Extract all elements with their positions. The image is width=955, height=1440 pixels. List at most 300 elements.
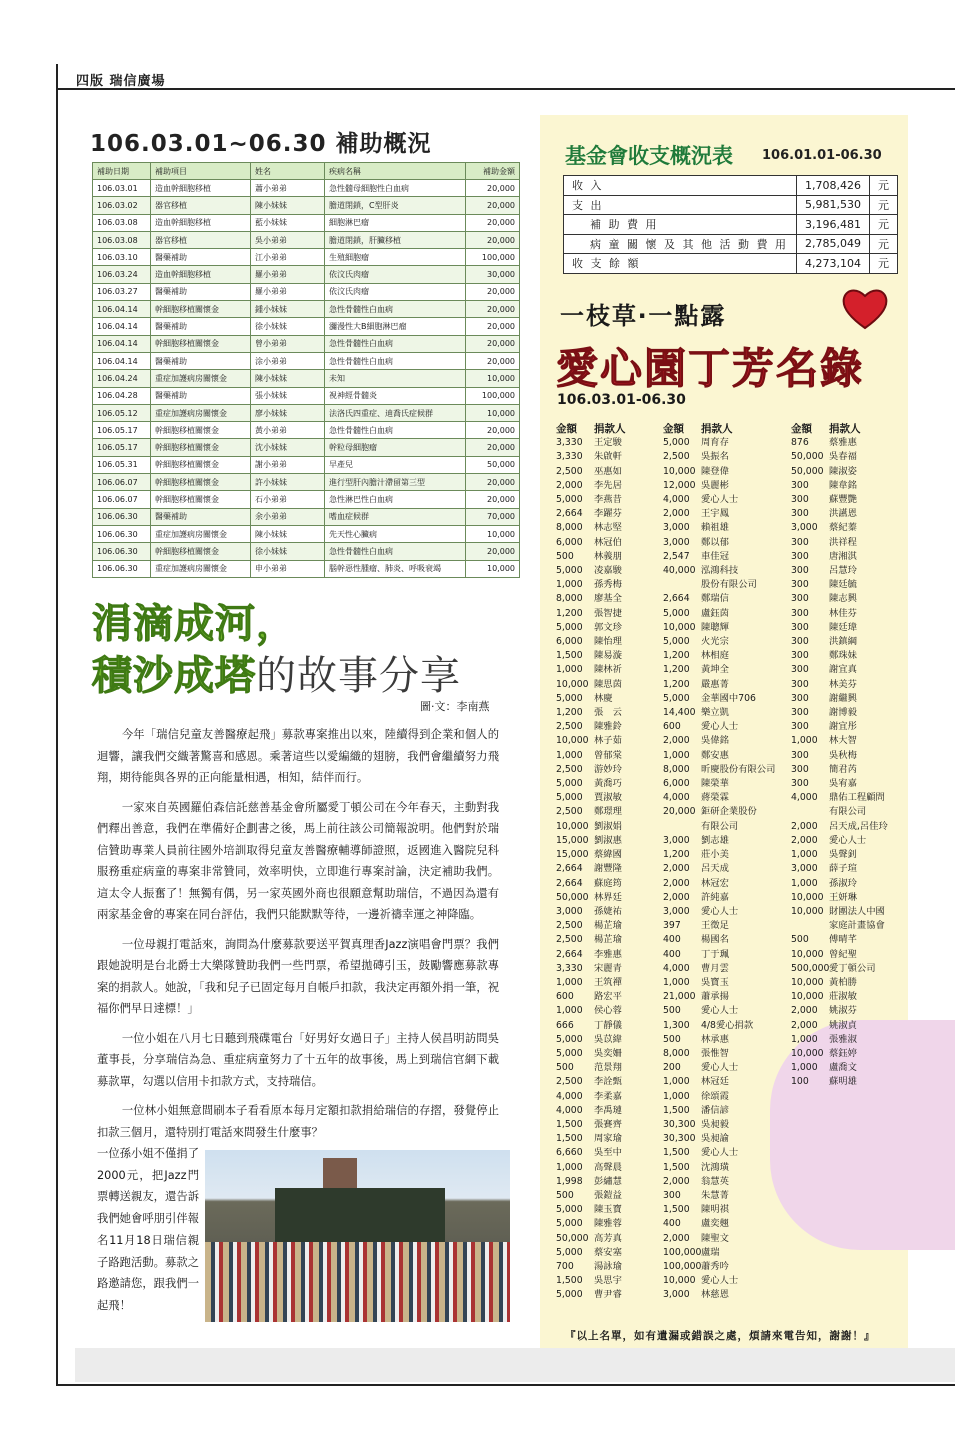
donor-name: 吳麗彬 xyxy=(701,479,729,491)
donor-row xyxy=(556,749,676,763)
donor-amount: 300 xyxy=(791,692,809,704)
row-date: 106.03.02 xyxy=(93,197,151,214)
donor-name: 陳易漩 xyxy=(594,650,622,662)
donor-row xyxy=(556,1019,676,1033)
donor-row xyxy=(663,1274,783,1288)
donor-name: 劉淑惠 xyxy=(594,834,622,846)
donor-name: 郭文珍 xyxy=(594,621,622,633)
donor-amount: 300 xyxy=(791,763,809,775)
donor-row xyxy=(663,465,783,479)
row-disease: 法洛氏四重症、迪喬氏症候群 xyxy=(325,404,466,421)
donor-row xyxy=(791,990,911,1004)
donor-amount: 100,000 xyxy=(663,1246,702,1258)
donor-amount: 500 xyxy=(791,934,809,946)
donor-name: 謝博毅 xyxy=(829,707,857,719)
donor-amount: 397 xyxy=(663,920,681,932)
row-disease: 未知 xyxy=(325,370,466,387)
row-amount: 30,000 xyxy=(466,266,520,283)
subsidy-row xyxy=(93,180,520,197)
row-name: 蕭小弟弟 xyxy=(251,180,325,197)
story-paragraph: 一家來自英國羅伯森信託慈善基金會所屬愛丁頓公司在今年春天，主動對我們釋出善意，我們在準備好企劃書之後，馬上前往該公司簡報說明。他們對於瑞信贊助專業人員前往國外培訓取得兒童友善醫療輔導師證照，返國進入醫院兒科服務重症病童的專案非常贊同，效率明快，立即進行專案討論，決定補助我們。這太令人振奮了！無獨有偶，另一家英國外商也很願意幫助瑞信，不過因為還有兩家基金會的專案在同台評估，我們只能默默等待，一邊祈禱幸運之神降臨。 xyxy=(97,800,499,921)
donor-name: 宋麗青 xyxy=(594,962,622,974)
donor-amount: 2,000 xyxy=(791,820,818,832)
fund-row xyxy=(564,234,898,254)
donor-name: 愛心人士 xyxy=(701,1005,739,1017)
donor-amount: 500 xyxy=(663,1033,681,1045)
donor-name: 謝宜彤 xyxy=(829,721,857,733)
donor-amount: 1,000 xyxy=(556,1005,583,1017)
donor-name: 鉅研企業股份 xyxy=(701,806,757,818)
donor-name: 黃坤全 xyxy=(701,664,729,676)
row-date: 106.04.14 xyxy=(93,318,151,335)
donor-row xyxy=(556,862,676,876)
donor-row xyxy=(556,805,676,819)
donor-amount: 1,500 xyxy=(663,1204,690,1216)
donor-name: 鄭以郁 xyxy=(701,536,729,548)
donor-amount: 1,200 xyxy=(663,849,690,861)
donor-name: 劉志雄 xyxy=(701,834,729,846)
donor-amount: 300 xyxy=(791,678,809,690)
donor-row xyxy=(663,550,783,564)
donor-amount: 10,000 xyxy=(663,621,696,633)
row-amount: 10,000 xyxy=(466,560,520,577)
row-amount: 20,000 xyxy=(466,422,520,439)
donor-row xyxy=(663,521,783,535)
donor-amount: 4,000 xyxy=(556,1104,583,1116)
donor-row xyxy=(791,891,911,905)
row-date: 106.06.07 xyxy=(93,474,151,491)
donor-name: 陳明祺 xyxy=(701,1204,729,1216)
donor-name: 洪鎮綱 xyxy=(829,636,857,648)
donor-name: 賴祖雄 xyxy=(701,522,729,534)
donor-row xyxy=(556,877,676,891)
donor-row xyxy=(791,1075,911,1089)
donor-name: 蘇明雄 xyxy=(829,1076,857,1088)
donor-row xyxy=(791,663,911,677)
donor-amount: 2,000 xyxy=(663,1175,690,1187)
donor-row xyxy=(663,1288,783,1302)
row-item: 幹細胞移植關懷金 xyxy=(151,474,251,491)
donor-amount: 1,500 xyxy=(663,1147,690,1159)
donor-amount: 30,300 xyxy=(663,1118,696,1130)
donor-amount: 1,500 xyxy=(556,1118,583,1130)
row-date: 106.04.24 xyxy=(93,370,151,387)
donor-header-amount: 金額 xyxy=(663,423,684,435)
donor-row xyxy=(791,1061,911,1075)
donor-name: 陳思茵 xyxy=(594,678,622,690)
donor-amount: 5,000 xyxy=(556,778,583,790)
donor-name: 蔡緯國 xyxy=(594,849,622,861)
story-paragraph: 一位母親打電話來，詢問為什麼募款要送平賀真理香Jazz演唱會門票？我們跟她說明是台北爵士大樂隊贊助我們一些門票，希望拋磚引玉，鼓勵響應募款專案的捐款人。她說，「我和兒子已固定每月自帳戶扣款，我決定再額外捐一筆，祝福你們早日達標！」 xyxy=(97,937,499,1015)
donor-amount: 1,200 xyxy=(663,678,690,690)
donor-row xyxy=(663,1104,783,1118)
donor-row xyxy=(556,1288,676,1302)
donor-amount: 5,000 xyxy=(556,621,583,633)
donor-amount: 300 xyxy=(791,621,809,633)
donor-amount: 4,000 xyxy=(663,792,690,804)
row-name: 羅小弟弟 xyxy=(251,266,325,283)
donor-name: 游妙玲 xyxy=(594,763,622,775)
donor-name: 吳昶諭 xyxy=(701,1133,729,1145)
donor-name: 呂天成,呂佳玲 xyxy=(829,820,888,832)
donor-row xyxy=(556,607,676,621)
donor-name: 巫惠如 xyxy=(594,465,622,477)
donor-row xyxy=(663,507,783,521)
row-item: 造血幹細胞移植 xyxy=(151,180,251,197)
donor-amount: 1,000 xyxy=(556,1161,583,1173)
donor-row xyxy=(663,933,783,947)
donor-amount: 5,000 xyxy=(556,1289,583,1301)
donor-row xyxy=(663,763,783,777)
donor-row xyxy=(556,663,676,677)
row-name: 申小弟弟 xyxy=(251,560,325,577)
row-disease: 視神經骨髓炎 xyxy=(325,387,466,404)
donor-name: 陳玉寶 xyxy=(594,1204,622,1216)
donor-row xyxy=(663,820,783,834)
donor-row xyxy=(663,692,783,706)
donor-amount: 30,300 xyxy=(663,1133,696,1145)
donor-name: 侯心蓉 xyxy=(594,1005,622,1017)
row-item: 重症加護病房關懷金 xyxy=(151,560,251,577)
donor-amount: 3,000 xyxy=(663,905,690,917)
donor-row xyxy=(556,521,676,535)
donor-row xyxy=(791,905,911,919)
donor-amount: 1,000 xyxy=(663,749,690,761)
donor-row xyxy=(556,1004,676,1018)
donor-amount: 8,000 xyxy=(556,593,583,605)
donor-amount: 200 xyxy=(663,1062,681,1074)
donor-amount: 2,000 xyxy=(791,1019,818,1031)
subsidy-row xyxy=(93,404,520,421)
row-date: 106.03.24 xyxy=(93,266,151,283)
fund-value: 2,785,049 xyxy=(796,234,869,254)
donor-name: 王定駿 xyxy=(594,437,622,449)
donor-name: 李先居 xyxy=(594,479,622,491)
subsidy-row xyxy=(93,335,520,352)
donor-amount: 2,000 xyxy=(663,735,690,747)
donor-header xyxy=(556,422,676,436)
donor-row xyxy=(663,493,783,507)
row-disease: 細胞淋巴瘤 xyxy=(325,214,466,231)
row-amount: 10,000 xyxy=(466,525,520,542)
donor-name: 呂天成 xyxy=(701,863,729,875)
donor-row xyxy=(556,1047,676,1061)
donor-amount: 3,000 xyxy=(556,905,583,917)
donor-amount: 1,500 xyxy=(556,1275,583,1287)
donor-name: 蘇豐艷 xyxy=(829,494,857,506)
subsidy-row xyxy=(93,214,520,231)
donor-amount: 300 xyxy=(791,749,809,761)
donor-row xyxy=(791,678,911,692)
row-disease: 幹粒母細胞瘤 xyxy=(325,439,466,456)
col-amount: 補助金額 xyxy=(466,163,520,180)
row-name: 陳小妹妹 xyxy=(251,370,325,387)
donor-header-amount: 金額 xyxy=(791,423,812,435)
donor-row xyxy=(663,990,783,1004)
donor-row xyxy=(556,720,676,734)
donor-row xyxy=(663,891,783,905)
donor-row xyxy=(791,848,911,862)
donor-amount: 2,500 xyxy=(556,934,583,946)
donor-header-name: 捐款人 xyxy=(829,423,861,435)
donor-row xyxy=(556,763,676,777)
donor-amount: 2,500 xyxy=(663,451,690,463)
donor-amount: 300 xyxy=(791,579,809,591)
row-item: 造血幹細胞移植 xyxy=(151,266,251,283)
donor-row xyxy=(556,1146,676,1160)
donor-amount: 3,000 xyxy=(663,536,690,548)
donor-row xyxy=(663,1033,783,1047)
donor-amount: 10,000 xyxy=(791,976,824,988)
donor-amount: 1,000 xyxy=(556,579,583,591)
row-amount: 50,000 xyxy=(466,456,520,473)
donor-name: 家庭計畫協會 xyxy=(829,920,885,932)
donor-name: 林志堅 xyxy=(594,522,622,534)
donor-amount: 15,000 xyxy=(556,849,589,861)
donor-row xyxy=(791,976,911,990)
donor-name: 王宇鳳 xyxy=(701,508,729,520)
donor-amount: 300 xyxy=(791,550,809,562)
donor-amount: 2,664 xyxy=(556,863,583,875)
row-amount: 20,000 xyxy=(466,283,520,300)
donor-name: 李詮甄 xyxy=(594,1076,622,1088)
donor-name: 愛心人士 xyxy=(701,905,739,917)
row-name: 黃小弟弟 xyxy=(251,422,325,439)
donor-amount: 50,000 xyxy=(791,451,824,463)
row-name: 藍小妹妹 xyxy=(251,214,325,231)
donor-row xyxy=(556,1217,676,1231)
donor-amount: 3,000 xyxy=(791,863,818,875)
fund-value: 3,196,481 xyxy=(796,215,869,235)
photo-crowd xyxy=(205,1242,510,1322)
donor-row xyxy=(791,919,911,933)
donor-row xyxy=(556,450,676,464)
donor-row xyxy=(663,1203,783,1217)
fund-label: 病 童 關 懷 及 其 他 活 動 費 用 xyxy=(564,234,797,254)
honor-subtitle: 一枝草‧一點露 xyxy=(560,302,727,330)
donor-amount: 876 xyxy=(791,437,809,449)
donor-row xyxy=(556,1232,676,1246)
donor-name: 吳苡緯 xyxy=(594,1033,622,1045)
donor-name: 王徵足 xyxy=(701,920,729,932)
donor-name: 蕭秀吟 xyxy=(701,1260,729,1272)
donor-name: 許純嘉 xyxy=(701,891,729,903)
col-disease: 疾病名稱 xyxy=(325,163,466,180)
donor-amount: 300 xyxy=(791,565,809,577)
row-date: 106.03.01 xyxy=(93,180,151,197)
donor-amount xyxy=(663,820,701,834)
donor-name: 陳廷毓 xyxy=(829,579,857,591)
donor-row xyxy=(663,1090,783,1104)
row-date: 106.06.30 xyxy=(93,525,151,542)
donor-name: 吳振名 xyxy=(701,451,729,463)
donor-row xyxy=(791,962,911,976)
donor-name: 陳雅鈴 xyxy=(594,721,622,733)
group-photo xyxy=(205,1150,510,1322)
subsidy-row xyxy=(93,474,520,491)
donor-row xyxy=(556,649,676,663)
row-name: 許小妹妹 xyxy=(251,474,325,491)
donor-amount: 40,000 xyxy=(663,565,696,577)
donor-name: 周家瑜 xyxy=(594,1133,622,1145)
donor-row xyxy=(556,564,676,578)
donor-name: 蔡紀蓁 xyxy=(829,522,857,534)
donor-name: 張雅淑 xyxy=(829,1033,857,1045)
donor-name: 愛心人士 xyxy=(701,494,739,506)
donor-name: 鄭安惠 xyxy=(701,749,729,761)
donor-name: 李燕昔 xyxy=(594,494,622,506)
donor-amount: 5,000 xyxy=(663,607,690,619)
donor-amount: 400 xyxy=(663,948,681,960)
donor-amount: 3,000 xyxy=(663,1289,690,1301)
donor-row xyxy=(556,1161,676,1175)
donor-name: 陳志興 xyxy=(829,593,857,605)
donor-amount: 1,200 xyxy=(663,650,690,662)
donor-amount: 300 xyxy=(791,607,809,619)
donor-name: 賈淑敏 xyxy=(594,792,622,804)
donor-row xyxy=(556,692,676,706)
donor-row xyxy=(791,1033,911,1047)
donor-row xyxy=(556,1118,676,1132)
donor-row xyxy=(791,564,911,578)
story-paragraph: 一位林小姐無意間刷本子看看原本每月定額扣款捐給瑞信的存摺，發覺停止扣款三個月，還特別打電話來問發生什麼事？ xyxy=(97,1104,499,1139)
subsidy-table xyxy=(92,162,520,578)
donor-amount: 700 xyxy=(556,1260,574,1272)
donor-name: 張 云 xyxy=(594,707,622,719)
row-amount: 10,000 xyxy=(466,370,520,387)
donor-name: 洪祥程 xyxy=(829,536,857,548)
story-title xyxy=(92,598,461,702)
donor-name: 蘇庭筠 xyxy=(594,877,622,889)
donor-name: 昕慶股份有限公司 xyxy=(701,763,776,775)
donor-name: 薛子瑄 xyxy=(829,863,857,875)
donor-name: 林承惠 xyxy=(701,1033,729,1045)
donor-row xyxy=(556,933,676,947)
row-date: 106.05.17 xyxy=(93,422,151,439)
row-name: 廖小妹妹 xyxy=(251,404,325,421)
donor-row xyxy=(556,493,676,507)
donor-amount: 3,000 xyxy=(663,522,690,534)
fund-label: 收 支 餘 額 xyxy=(564,254,797,274)
subsidy-row xyxy=(93,439,520,456)
fund-row xyxy=(564,176,898,196)
donor-amount: 2,664 xyxy=(556,508,583,520)
donor-row xyxy=(791,805,911,819)
donor-name: 路宏平 xyxy=(594,991,622,1003)
donor-amount: 10,000 xyxy=(663,1275,696,1287)
row-date: 106.04.14 xyxy=(93,352,151,369)
donor-row xyxy=(556,1132,676,1146)
donor-amount: 1,000 xyxy=(791,1062,818,1074)
fund-unit: 元 xyxy=(869,215,897,235)
donor-amount xyxy=(791,805,829,819)
story-paragraph: 今年「瑞信兒童友善醫療起飛」募款專案推出以來，陸續得到企業和個人的迴響，讓我們交織著驚喜和感恩。乘著這些以愛編織的翅膀，我們會繼續努力飛翔，期待能與各界的正向能量相遇，相知，結伴而行。 xyxy=(97,728,499,784)
donor-amount: 2,000 xyxy=(663,863,690,875)
donor-row xyxy=(556,820,676,834)
donor-amount: 300 xyxy=(791,650,809,662)
donor-name: 林界廷 xyxy=(594,891,622,903)
donor-amount: 3,000 xyxy=(791,522,818,534)
donor-name: 蔡安塞 xyxy=(594,1246,622,1258)
donor-row xyxy=(663,1161,783,1175)
donor-amount: 1,000 xyxy=(556,976,583,988)
donor-amount: 100 xyxy=(791,1076,809,1088)
donor-row xyxy=(791,692,911,706)
row-disease: 進行型肝內膽汁滯留第三型 xyxy=(325,474,466,491)
donor-amount: 5,000 xyxy=(556,1218,583,1230)
donor-amount: 1,998 xyxy=(556,1175,583,1187)
donor-name: 楊國名 xyxy=(701,934,729,946)
donor-amount: 1,500 xyxy=(556,1133,583,1145)
row-amount: 20,000 xyxy=(466,231,520,248)
donor-amount: 12,000 xyxy=(663,479,696,491)
col-date: 補助日期 xyxy=(93,163,151,180)
donor-name: 楊芷瑜 xyxy=(594,934,622,946)
honor-title: 愛心園丁芳名錄 xyxy=(556,344,865,393)
donor-name: 湯詠瑜 xyxy=(594,1260,622,1272)
donor-name: 陳聖文 xyxy=(701,1232,729,1244)
donor-row xyxy=(663,1232,783,1246)
footer-band xyxy=(75,1348,955,1382)
donor-amount: 1,000 xyxy=(663,976,690,988)
donor-name: 林義朋 xyxy=(594,550,622,562)
donor-amount: 21,000 xyxy=(663,991,696,1003)
donor-name: 孫秀梅 xyxy=(594,579,622,591)
donor-amount: 1,000 xyxy=(791,877,818,889)
row-date: 106.05.17 xyxy=(93,439,151,456)
fund-unit: 元 xyxy=(869,195,897,215)
donor-row xyxy=(556,834,676,848)
row-disease: 急性骨髓性白血病 xyxy=(325,352,466,369)
donor-amount: 600 xyxy=(663,721,681,733)
row-name: 石小弟弟 xyxy=(251,491,325,508)
donor-row xyxy=(791,436,911,450)
donor-row xyxy=(663,948,783,962)
donor-row xyxy=(663,962,783,976)
fund-label: 支 出 xyxy=(564,195,797,215)
row-disease: 膽道閉鎖，C型肝炎 xyxy=(325,197,466,214)
donor-amount: 1,000 xyxy=(791,1033,818,1045)
donor-name: 林冠伯 xyxy=(594,536,622,548)
donor-amount: 300 xyxy=(791,636,809,648)
subsidy-row xyxy=(93,266,520,283)
row-name: 鍾小妹妹 xyxy=(251,301,325,318)
donor-name: 陳怡理 xyxy=(594,636,622,648)
donor-row xyxy=(663,919,783,933)
subsidy-row xyxy=(93,456,520,473)
donor-amount: 6,000 xyxy=(556,636,583,648)
donor-amount: 3,330 xyxy=(556,962,583,974)
donor-name: 曹尹睿 xyxy=(594,1289,622,1301)
donor-row xyxy=(663,862,783,876)
donor-name: 林美芬 xyxy=(829,678,857,690)
donor-name: 林冠宏 xyxy=(701,877,729,889)
subsidy-body xyxy=(93,180,520,578)
donor-amount: 5,000 xyxy=(663,636,690,648)
donor-row xyxy=(556,1274,676,1288)
row-date: 106.06.30 xyxy=(93,560,151,577)
donor-name: 吳寶玉 xyxy=(701,976,729,988)
donor-name: 吳至中 xyxy=(594,1147,622,1159)
donor-row xyxy=(791,791,911,805)
story-title-rest: 的故事分享 xyxy=(256,653,461,699)
row-disease: 依汶氏肉瘤 xyxy=(325,266,466,283)
row-item: 重症加護病房關懷金 xyxy=(151,525,251,542)
donor-row xyxy=(556,990,676,1004)
donor-name: 盧瑞 xyxy=(701,1246,720,1258)
donor-amount: 1,000 xyxy=(663,1076,690,1088)
donor-row xyxy=(556,962,676,976)
